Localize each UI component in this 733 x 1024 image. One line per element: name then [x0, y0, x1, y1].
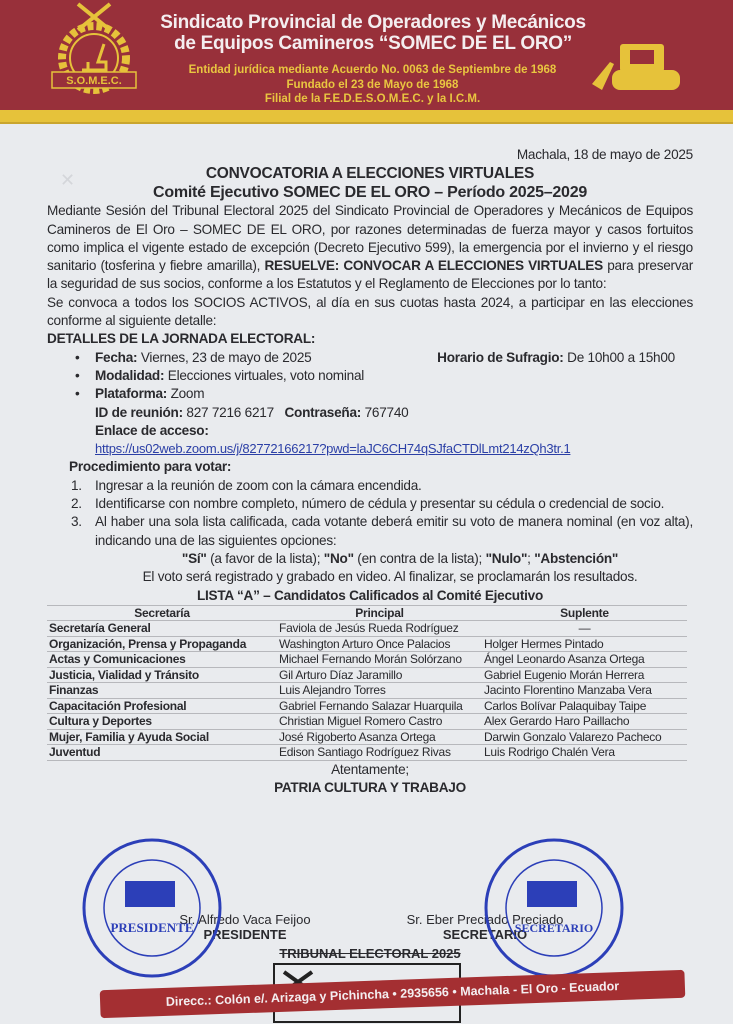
- zoom-link[interactable]: https://us02web.zoom.us/j/82772166217?pwd=laJC6CH74qSJfaCTDlLmt214zQh3tr.1: [95, 441, 571, 457]
- document-body: [47, 146, 693, 797]
- svg-text:S.O.M.E.C.: S.O.M.E.C.: [66, 75, 122, 87]
- founded: Fundado el 23 de Mayo de 1968: [286, 78, 459, 91]
- candidates-table: [47, 605, 687, 761]
- option-si-desc: (a favor de la lista);: [206, 550, 324, 566]
- modalidad-label: Modalidad:: [95, 367, 165, 383]
- principal-cell: Faviola de Jesús Rueda Rodríguez: [277, 621, 482, 637]
- principal-cell: Luis Alejandro Torres: [277, 683, 482, 699]
- secretary-role: SECRETARIO: [442, 927, 528, 942]
- option-no: "No": [323, 550, 354, 566]
- details-list: [75, 349, 693, 404]
- fecha-value: Viernes, 23 de mayo de 2025: [137, 349, 312, 365]
- suplente-cell: Luis Rodrigo Chalén Vera: [482, 745, 687, 761]
- document-title: CONVOCATORIA A ELECCIONES VIRTUALES: [205, 165, 535, 183]
- table-row: [47, 729, 687, 745]
- union-details: [150, 63, 595, 107]
- horario-label: Horario de Sufragio:: [437, 349, 564, 365]
- principal-cell: Washington Arturo Once Palacios: [277, 636, 482, 652]
- secretaria-cell: Organización, Prensa y Propaganda: [47, 636, 277, 652]
- suplente-cell: Holger Hermes Pintado: [482, 636, 687, 652]
- step-number: 3.: [71, 514, 82, 530]
- somec-logo-icon: [48, 0, 140, 100]
- suplente-cell: Alex Gerardo Haro Paillacho: [482, 714, 687, 730]
- vote-options: [47, 550, 693, 568]
- meeting-id-label: ID de reunión:: [95, 404, 183, 420]
- legal-entity: Entidad jurídica mediante Acuerdo No. 0063 de Septiembre de 1968: [188, 64, 557, 76]
- step-text: Ingresar a la reunión de zoom con la cámara encendida.: [95, 477, 422, 493]
- principal-cell: Edison Santiago Rodríguez Rivas: [277, 745, 482, 761]
- suplente-cell: Carlos Bolívar Palaquibay Taipe: [482, 698, 687, 714]
- option-nulo: "Nulo": [485, 550, 528, 566]
- principal-cell: Christian Miguel Romero Castro: [277, 714, 482, 730]
- call-paragraph: Se convoca a todos los SOCIOS ACTIVOS, al día en sus cuotas hasta 2024, a participar en las elecciones conforme al siguiente detalle:: [47, 294, 693, 329]
- link-label: Enlace de acceso:: [95, 422, 209, 438]
- president-stamp-icon: [80, 836, 225, 981]
- intro-text: Mediante Sesión del Tribunal Electoral 2025 del Sindicato Provincial de Operadores y Mecánicos de Equipos Camineros de El Oro – SOMEC DE EL ORO, por razones determinadas de fuerza mayor y casos fortuitos como implica el vigente estado de excepción (Decreto Ejecutivo 599), la emergencia por el invierno y el riesgo sanitario (tosferina y fiebre amarilla),: [47, 203, 693, 274]
- password-label: Contraseña:: [284, 404, 362, 420]
- table-row: [47, 636, 687, 652]
- table-row: [47, 652, 687, 668]
- intro-paragraph: [47, 202, 693, 293]
- president-name: Sr. Alfredo Vaca Feijoo: [179, 912, 311, 927]
- step: [71, 495, 693, 513]
- plataforma-label: Plataforma:: [95, 386, 168, 402]
- table-row: [47, 698, 687, 714]
- watermark-icon: ✕: [60, 170, 76, 190]
- detail-modalidad: [75, 367, 693, 385]
- affiliation: Filial de la F.E.D.E.S.O.M.E.C. y la I.C.M.: [264, 93, 481, 105]
- secretaria-cell: Juventud: [47, 745, 277, 761]
- option-no-desc: (en contra de la lista);: [353, 550, 486, 566]
- secretaria-cell: Mujer, Familia y Ayuda Social: [47, 729, 277, 745]
- option-si: "Sí": [181, 550, 207, 566]
- horario-value: De 10h00 a 15h00: [563, 349, 675, 365]
- fecha-label: Fecha:: [95, 349, 138, 365]
- meeting-id: 827 7216 6217: [182, 404, 274, 420]
- secretaria-cell: Finanzas: [47, 683, 277, 699]
- closing-note: El voto será registrado y grabado en video. Al finalizar, se proclamarán los resultados.: [142, 569, 638, 585]
- title-line-2: de Equipos Camineros “SOMEC DE EL ORO”: [174, 33, 572, 54]
- detail-fecha: [75, 349, 693, 367]
- stamp-president-text: PRESIDENTE: [110, 920, 194, 935]
- suplente-cell: —: [482, 621, 687, 637]
- step-text: Identificarse con nombre completo, número de cédula y presentar su cédula o credencial de socio.: [95, 496, 665, 512]
- document-subtitle: Comité Ejecutivo SOMEC DE EL ORO – Período 2025–2029: [153, 184, 587, 202]
- details-heading: DETALLES DE LA JORNADA ELECTORAL:: [47, 331, 316, 347]
- president-role: PRESIDENTE: [203, 927, 287, 942]
- meeting-credentials: [47, 404, 693, 422]
- secretary-name: Sr. Eber Preciado Preciado: [406, 912, 564, 927]
- resolution: RESUELVE: CONVOCAR A ELECCIONES VIRTUALES: [264, 258, 603, 274]
- stamp-secretary-text: SECRETARIO: [514, 921, 594, 935]
- date: Machala, 18 de mayo de 2025: [516, 147, 693, 162]
- motto: PATRIA CULTURA Y TRABAJO: [274, 779, 466, 795]
- bulldozer-icon: [590, 40, 690, 95]
- secretaria-cell: Justicia, Vialidad y Tránsito: [47, 667, 277, 683]
- col-principal: Principal: [277, 605, 482, 621]
- suplente-cell: Ángel Leonardo Asanza Ortega: [482, 652, 687, 668]
- table-row: [47, 714, 687, 730]
- principal-cell: Gil Arturo Díaz Jaramillo: [277, 667, 482, 683]
- table-row: [47, 683, 687, 699]
- col-secretaria: Secretaría: [47, 605, 277, 621]
- letterhead: [0, 0, 733, 112]
- procedure-heading: Procedimiento para votar:: [69, 459, 232, 475]
- plataforma-value: Zoom: [167, 386, 205, 402]
- atentamente: Atentamente;: [331, 761, 409, 777]
- principal-cell: José Rigoberto Asanza Ortega: [277, 729, 482, 745]
- union-name: [148, 12, 598, 54]
- step-number: 2.: [71, 496, 82, 512]
- procedure-steps: [71, 477, 693, 550]
- secretaria-cell: Actas y Comunicaciones: [47, 652, 277, 668]
- header-band: [0, 110, 733, 124]
- table-row: [47, 745, 687, 761]
- table-title: LISTA “A” – Candidatos Calificados al Comité Ejecutivo: [196, 587, 544, 603]
- secretaria-cell: Capacitación Profesional: [47, 698, 277, 714]
- tribunal-label: TRIBUNAL ELECTORAL 2025: [279, 946, 461, 961]
- modalidad-value: Elecciones virtuales, voto nominal: [164, 367, 365, 383]
- step: [71, 513, 693, 550]
- suplente-cell: Darwin Gonzalo Valarezo Pacheco: [482, 729, 687, 745]
- principal-cell: Gabriel Fernando Salazar Huarquila: [277, 698, 482, 714]
- secretaria-cell: Secretaría General: [47, 621, 277, 637]
- col-suplente: Suplente: [482, 605, 687, 621]
- option-abstencion: "Abstención": [534, 550, 619, 566]
- secretaria-cell: Cultura y Deportes: [47, 714, 277, 730]
- step-number: 1.: [71, 477, 82, 493]
- password: 767740: [361, 404, 409, 420]
- principal-cell: Michael Fernando Morán Solórzano: [277, 652, 482, 668]
- secretary-stamp-icon: [482, 836, 627, 981]
- table-header-row: [47, 605, 687, 621]
- table-row: [47, 621, 687, 637]
- intro-end: para preservar la seguridad de sus socios, conforme a los Estatutos y el Reglamento de Elecciones por lo tanto:: [47, 258, 693, 292]
- option-sep: ;: [527, 550, 535, 566]
- footer-address: Direcc.: Colón e/. Arizaga y Pichincha • 2935656 • Machala - El Oro - Ecuador: [100, 970, 686, 1018]
- title-line-1: Sindicato Provincial de Operadores y Mecánicos: [160, 12, 586, 33]
- suplente-cell: Gabriel Eugenio Morán Herrera: [482, 667, 687, 683]
- detail-plataforma: [75, 385, 693, 403]
- step: [71, 477, 693, 495]
- suplente-cell: Jacinto Florentino Manzaba Vera: [482, 683, 687, 699]
- step-text: Al haber una sola lista calificada, cada votante deberá emitir su voto de manera nominal (en voz alta), indicando una de las siguientes opciones:: [95, 514, 693, 548]
- table-row: [47, 667, 687, 683]
